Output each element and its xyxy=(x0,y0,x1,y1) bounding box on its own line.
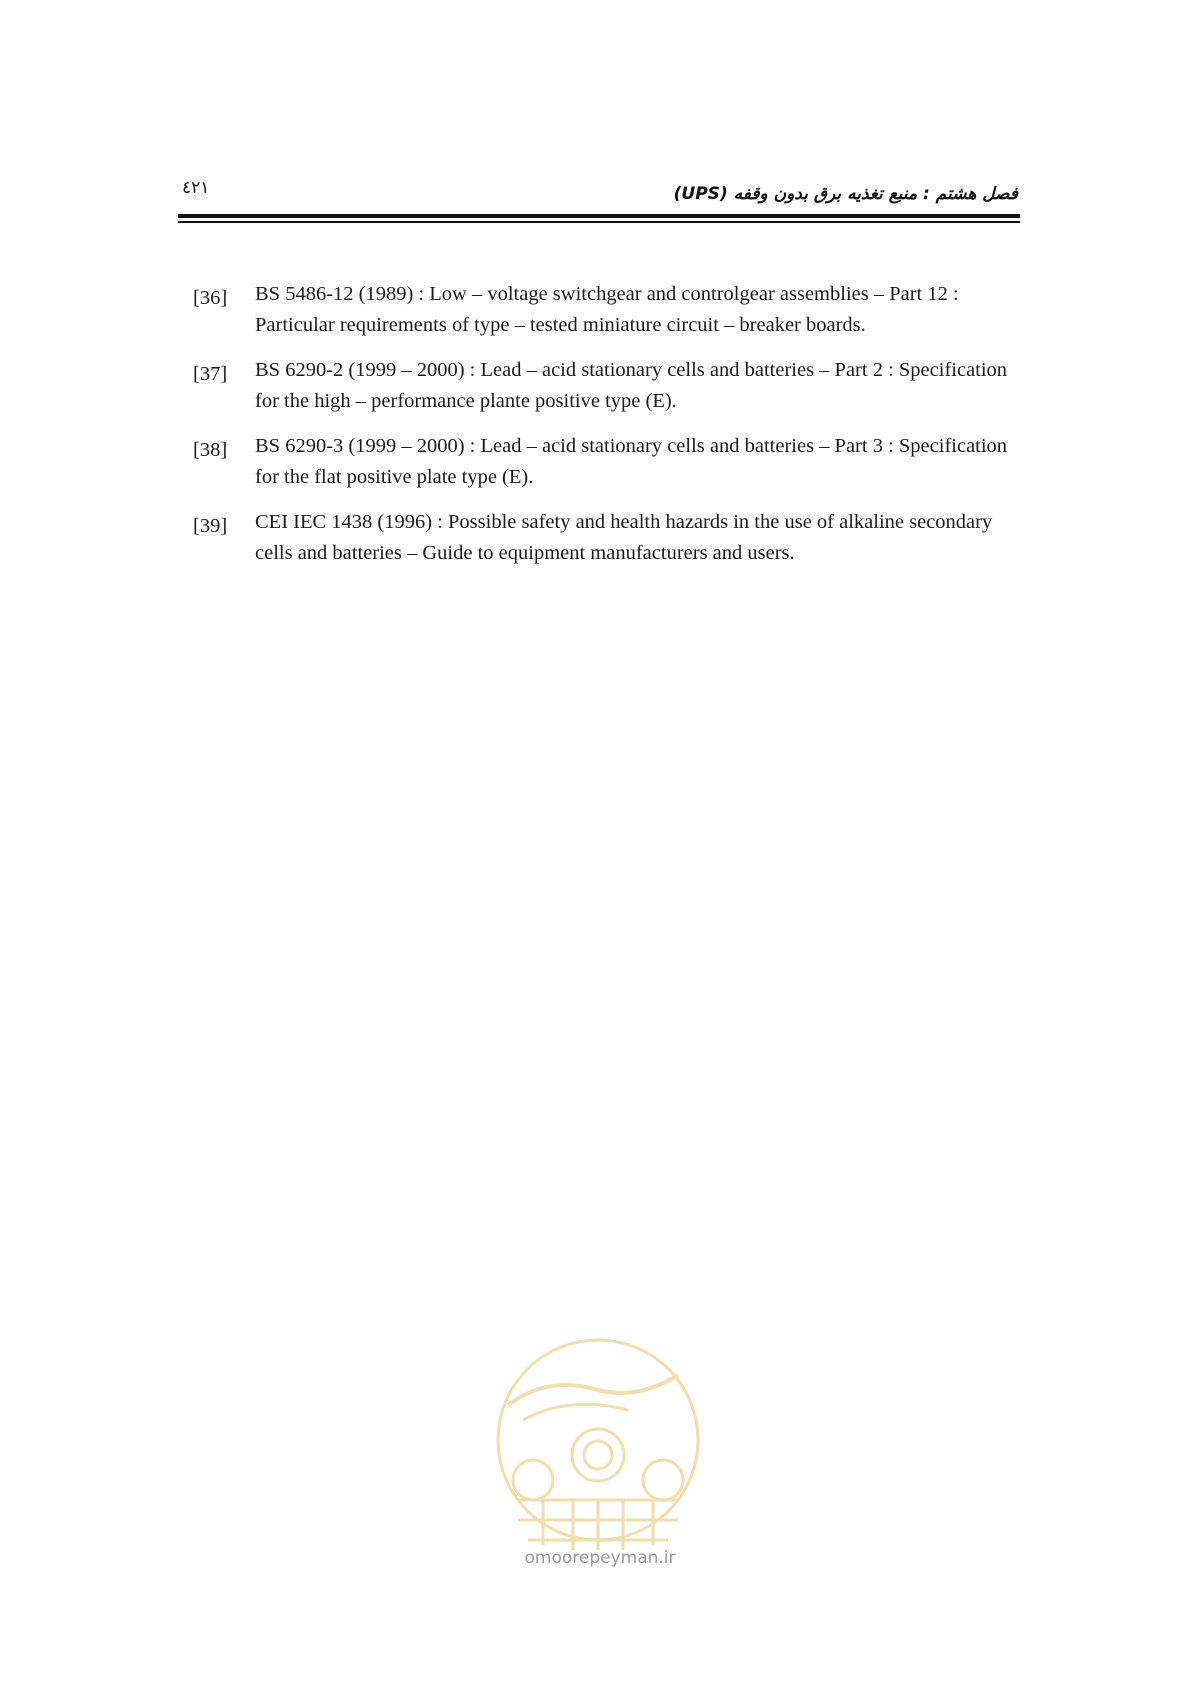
reference-text: CEI IEC 1438 (1996) : Possible safety and health hazards in the use of alkaline secondary cells and batteries – Guide to equipment manufacturers and users. xyxy=(255,511,993,564)
header-rule-thick xyxy=(178,214,1020,218)
reference-text: BS 6290-2 (1999 – 2000) : Lead – acid stationary cells and batteries – Part 2 : Specification for the high – performance plante positive type (E). xyxy=(255,359,1008,412)
header-rule-thin xyxy=(178,221,1020,223)
chapter-title: فصل هشتم : منبع تغذیه برق بدون وقفه (UPS) xyxy=(673,184,1018,204)
reference-number: [36] xyxy=(193,287,228,309)
page-header xyxy=(178,178,1020,218)
reference-item xyxy=(193,355,1023,417)
reference-item xyxy=(193,279,1023,341)
reference-list xyxy=(193,279,1023,583)
reference-number: [37] xyxy=(193,363,228,385)
reference-item xyxy=(193,507,1023,569)
reference-number: [39] xyxy=(193,515,228,537)
reference-item xyxy=(193,431,1023,493)
watermark-logo xyxy=(488,1335,708,1575)
watermark-url: omoorepeyman.ir xyxy=(524,1548,676,1568)
reference-text: BS 6290-3 (1999 – 2000) : Lead – acid stationary cells and batteries – Part 3 : Specification for the flat positive plate type (E). xyxy=(255,435,1008,488)
page-number: ٤٢١ xyxy=(182,178,210,198)
reference-number: [38] xyxy=(193,439,228,461)
logo-graphic xyxy=(498,1340,698,1550)
reference-text: BS 5486-12 (1989) : Low – voltage switchgear and controlgear assemblies – Part 12 : Particular requirements of type – tested miniature circuit – breaker boards. xyxy=(255,283,959,336)
